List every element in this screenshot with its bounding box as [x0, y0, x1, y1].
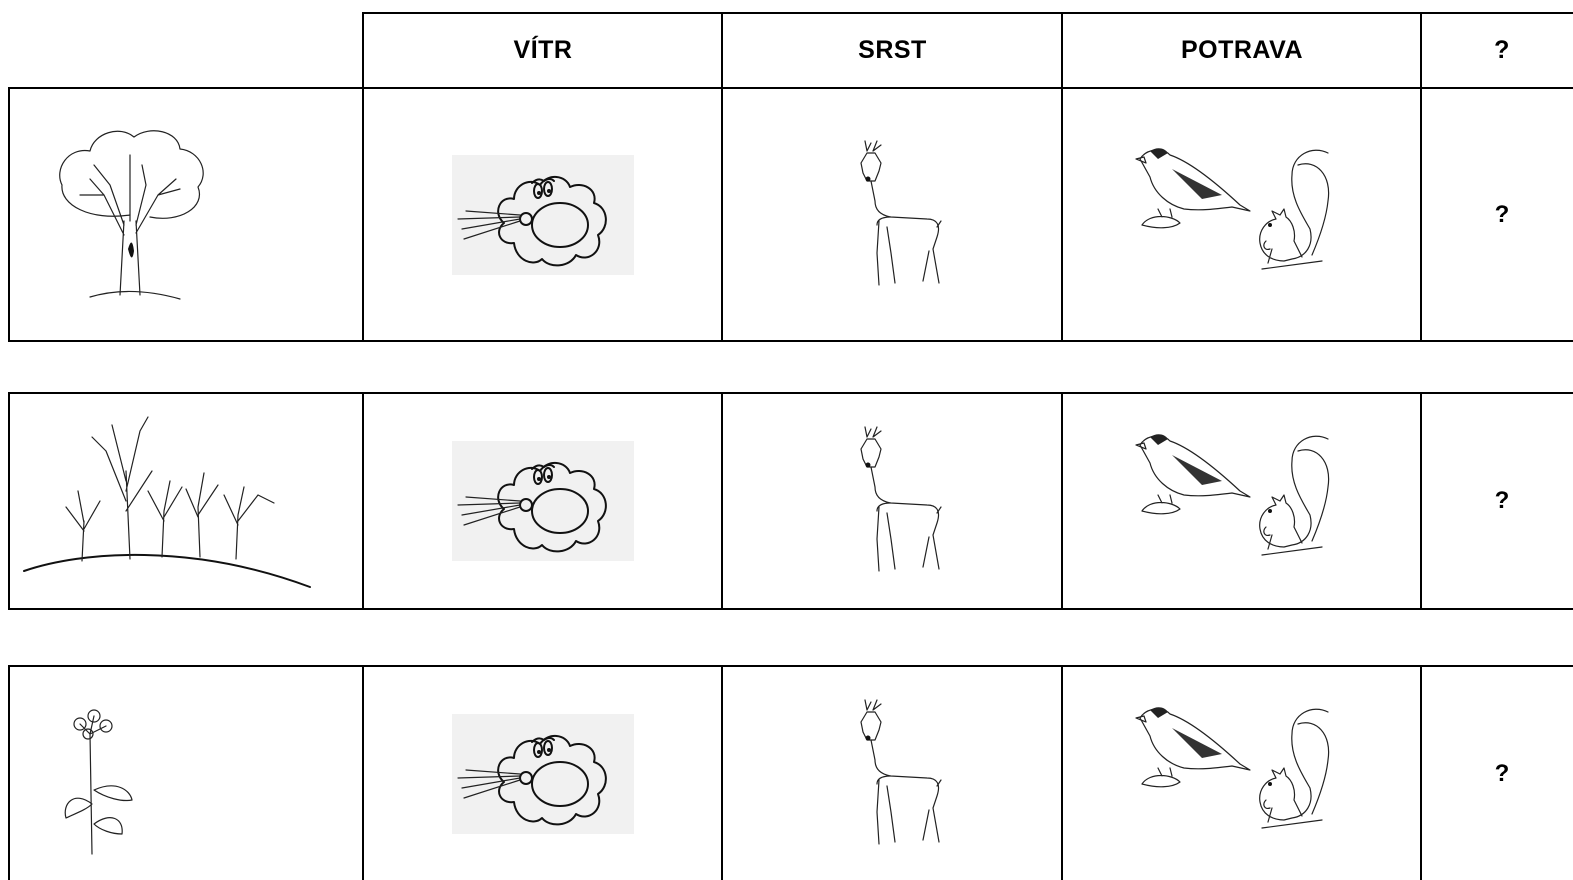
goldfinch-icon — [1132, 431, 1352, 571]
blowing-cloud-icon — [452, 155, 634, 275]
food-cell — [1063, 89, 1421, 340]
plant-cell — [10, 394, 362, 608]
plant-cell — [10, 667, 362, 880]
goldfinch-icon — [1132, 145, 1352, 285]
roe-deer-icon — [841, 700, 945, 848]
header-fur: SRST — [858, 36, 927, 64]
table-row — [8, 665, 1573, 880]
fur-cell — [723, 89, 1062, 340]
flower-plant-icon — [50, 694, 150, 854]
bare-trees-on-hill-icon — [22, 411, 312, 591]
roe-deer-icon — [841, 141, 945, 289]
header-wind: VÍTR — [513, 36, 573, 64]
table-row — [8, 392, 1573, 610]
wind-cell — [364, 667, 722, 880]
blowing-cloud-icon — [452, 441, 634, 561]
plant-cell — [10, 89, 362, 340]
roe-deer-icon — [841, 427, 945, 575]
fur-cell — [723, 394, 1062, 608]
header-unknown: ? — [1494, 36, 1510, 64]
table-row — [8, 87, 1573, 342]
goldfinch-icon — [1132, 704, 1352, 844]
food-cell — [1063, 394, 1421, 608]
blowing-cloud-icon — [452, 714, 634, 834]
answer-cell: ? — [1494, 759, 1510, 787]
answer-cell: ? — [1494, 200, 1510, 228]
wind-cell — [364, 89, 722, 340]
wind-cell — [364, 394, 722, 608]
food-cell — [1063, 667, 1421, 880]
header-food: POTRAVA — [1180, 36, 1304, 64]
table-header — [362, 12, 1573, 89]
answer-cell: ? — [1494, 487, 1510, 514]
leafy-tree-icon — [50, 125, 210, 305]
fur-cell — [723, 667, 1062, 880]
